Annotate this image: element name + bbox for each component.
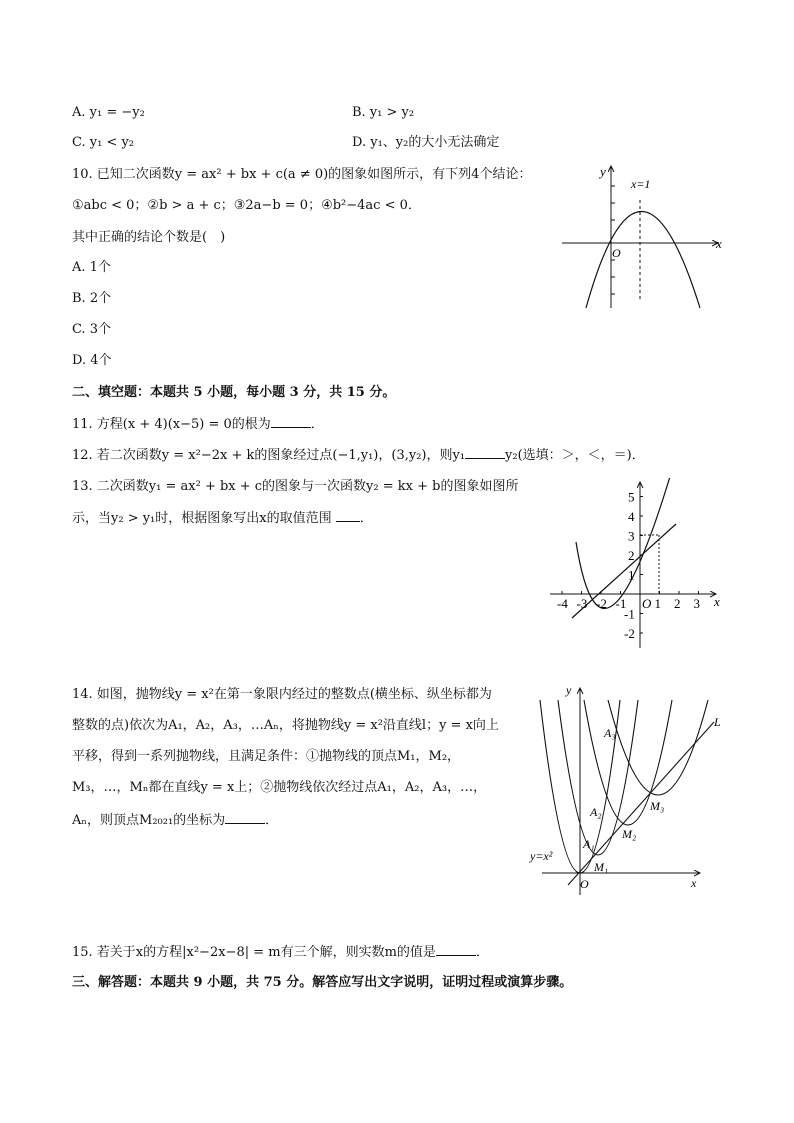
- q12-end: y₂(选填：＞，＜，＝)．: [505, 448, 645, 463]
- q11-end: ．: [310, 417, 324, 432]
- q12-text: 12. 若二次函数y = x²−2x + k的图象经过点(−1,y₁)，(3,y₂)，则y₁: [72, 448, 466, 463]
- q13-line1: 13. 二次函数y₁ = ax² + bx + c的图象与一次函数y₂ = kx + b的图象如图所: [72, 479, 519, 494]
- q14-parabola-3: [608, 700, 708, 795]
- q10-y-label: y: [600, 164, 606, 179]
- q13-y-tick-label: 5: [628, 489, 635, 505]
- q10-option-d: D. 4个: [72, 353, 112, 368]
- q14-point-m1: M₁: [594, 860, 609, 874]
- q14-answer-blank[interactable]: [225, 811, 265, 824]
- q10-option-a: A. 1个: [72, 260, 111, 275]
- section-3-heading: 三、解答题：本题共 9 小题，共 75 分。解答应写出文字说明，证明过程或演算步骤。: [72, 975, 573, 990]
- q14-line-l: [568, 722, 714, 885]
- q15: [72, 943, 489, 962]
- q10-question: 其中正确的结论个数是( ): [72, 230, 226, 245]
- q13-y-tick-label: -1: [624, 606, 635, 622]
- q13-y-tick-label: 3: [628, 528, 635, 544]
- q14-x-label: x: [691, 876, 697, 890]
- q9-option-a: A. y₁ = −y₂: [72, 105, 145, 120]
- q10-axis-label: x=1: [631, 177, 651, 191]
- q14-line5: [72, 811, 278, 830]
- section-2-heading: 二、填空题：本题共 5 小题，每小题 3 分，共 15 分。: [72, 385, 396, 400]
- q13-line2: [72, 509, 373, 528]
- q13-answer-blank[interactable]: [336, 509, 360, 522]
- q14-point-a3: A₃: [604, 726, 616, 740]
- q14-line1: 14. 如图，抛物线y = x²在第一象限内经过的整数点(横坐标、纵坐标都为: [72, 687, 492, 702]
- q13-x-tick-label: -3: [576, 596, 588, 611]
- q15-text: 15. 若关于x的方程|x²−2x−8| = m有三个解，则实数m的值是: [72, 945, 436, 960]
- q10-parabola: [586, 212, 700, 309]
- q13-x-label: x: [714, 594, 720, 609]
- q14-end: ．: [265, 813, 279, 828]
- q13-y-tick-label: 1: [628, 567, 635, 583]
- q11: [72, 415, 324, 434]
- q10-stem: 10. 已知二次函数y = ax² + bx + c(a ≠ 0)的图象如图所示，有下列4个结论：: [72, 167, 532, 182]
- q15-end: ．: [475, 945, 489, 960]
- q10-option-c: C. 3个: [72, 322, 112, 337]
- q14-point-m3: M₃: [650, 799, 665, 813]
- q14-line2: 整数的点)依次为A₁，A₂，A₃，…Aₙ，将抛物线y = x²沿直线l；y = x向上: [72, 718, 499, 733]
- q10-conclusions: ①abc < 0；②b > a + c；③2a−b = 0；④b²−4ac < 0．: [72, 198, 421, 213]
- q14-y-label: y: [566, 683, 572, 697]
- q10-option-b: B. 2个: [72, 291, 112, 306]
- q12: [72, 446, 645, 465]
- q13-text: 示，当y₂ > y₁时，根据图象写出x的取值范围: [72, 511, 332, 526]
- q13-x-tick-label: 3: [693, 596, 700, 611]
- q13-x-tick-label: -4: [557, 596, 568, 611]
- q9-option-b: B. y₁ > y₂: [352, 105, 415, 120]
- q14-text: Aₙ，则顶点M₂₀₂₁的坐标为: [72, 813, 226, 828]
- q9-option-d: D. y₁、y₂的大小无法确定: [352, 135, 500, 150]
- q10-x-label: x: [716, 236, 722, 251]
- q14-line4: M₃，…，Mₙ都在直线y = x上；②抛物线依次经过点A₁，A₂，A₃，…，: [72, 780, 487, 795]
- q12-answer-blank[interactable]: [465, 446, 505, 459]
- q14-point-a2: A₂: [590, 805, 602, 819]
- q10-origin-label: O: [612, 246, 621, 260]
- q13-figure: [548, 478, 724, 652]
- q13-x-tick-label: -2: [596, 596, 607, 611]
- q15-answer-blank[interactable]: [436, 943, 476, 956]
- q13-y-tick-label: 2: [628, 548, 635, 563]
- q13-y-tick-label: 4: [628, 509, 635, 524]
- q14-figure: [528, 680, 732, 900]
- q14-point-m2: M₂: [622, 827, 637, 841]
- q11-text: 11. 方程(x + 4)(x−5) = 0的根为: [72, 417, 271, 432]
- q14-line3: 平移，得到一系列抛物线，且满足条件：①抛物线的顶点M₁，M₂，: [72, 749, 461, 764]
- q10-figure: [560, 160, 730, 312]
- q13-x-tick-label: 1: [654, 596, 661, 611]
- q14-line-label: L: [714, 715, 721, 729]
- q9-option-c: C. y₁ < y₂: [72, 135, 135, 150]
- q14-point-a1: A₁: [583, 837, 595, 851]
- q14-curve-label: y=x²: [530, 849, 553, 863]
- q14-origin-label: O: [580, 877, 589, 891]
- q13-end: ．: [359, 511, 373, 526]
- q11-answer-blank[interactable]: [271, 415, 311, 428]
- q13-x-tick-label: -1: [615, 596, 627, 611]
- q13-x-tick-label: 2: [674, 596, 681, 611]
- q13-y-tick-label: -2: [624, 626, 635, 641]
- q13-x-tick-label: O: [642, 596, 652, 611]
